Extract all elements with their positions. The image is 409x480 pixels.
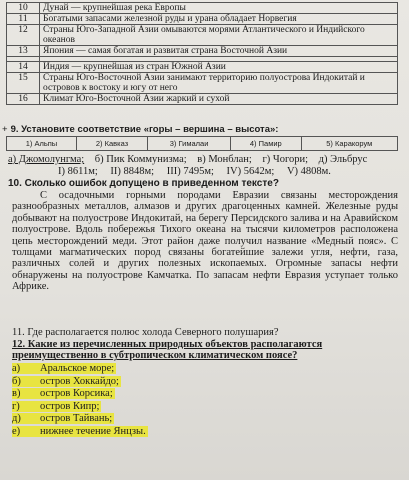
fact-number: 15	[7, 73, 40, 94]
question-11-title: 11. Где располагается полюс холода Северного полушария?	[12, 327, 279, 338]
table-row	[7, 14, 398, 25]
height-option: I) 8611м;	[58, 166, 98, 177]
fact-number: 16	[7, 94, 40, 105]
mountains-table	[6, 136, 398, 151]
option-text: остров Корсика;	[40, 388, 113, 400]
mountain-cell: 2) Кавказ	[76, 137, 147, 151]
option-label: д)	[12, 413, 21, 425]
table-row	[7, 94, 398, 105]
option-text: нижнее течение Янцзы.	[40, 425, 146, 437]
table-row	[7, 73, 398, 94]
peak-option: в) Монблан;	[197, 154, 252, 165]
table-row	[7, 25, 398, 46]
peak-option: а) Джомолунгма;	[8, 154, 85, 165]
table-row	[7, 62, 398, 73]
fact-number: 10	[7, 3, 40, 14]
fact-text: Япония — самая богатая и развитая страна Восточной Азии	[40, 46, 398, 57]
peak-option: б) Пик Коммунизма;	[94, 154, 187, 165]
mountain-cell: 5) Каракорум	[301, 137, 397, 151]
fact-number: 13	[7, 46, 40, 57]
question-9-text: 9. Установите соответствие «горы – вершина – высота»:	[10, 124, 279, 135]
height-option: II) 8848м;	[110, 166, 155, 177]
fact-text: Индия — крупнейшая из стран Южной Азии	[40, 62, 398, 73]
list-item	[12, 426, 148, 439]
fact-number: 11	[7, 14, 40, 25]
mountain-cell: 4) Памир	[231, 137, 302, 151]
question-10-title: 10. Сколько ошибок допущено в приведенном тексте?	[8, 178, 279, 189]
table-row	[7, 137, 398, 151]
list-item	[12, 388, 148, 401]
fact-number: 12	[7, 25, 40, 46]
list-item	[12, 401, 148, 414]
question-12-title: 12. Какие из перечисленных природных объектов располагаются преимущественно в субтропическом климатическом поясе?	[12, 339, 323, 362]
peak-option: д) Эльбрус	[318, 154, 368, 165]
fact-text: Дунай — крупнейшая река Европы	[40, 3, 398, 14]
question-12-options	[12, 363, 148, 439]
option-text: остров Хоккайдо;	[40, 375, 119, 387]
option-label: в)	[12, 388, 21, 400]
list-item	[12, 376, 148, 389]
peaks-list	[8, 154, 375, 165]
list-item	[12, 413, 148, 426]
fact-text: Страны Юго-Восточной Азии занимают территорию полуострова Индокитай и островов к востоку и югу от него	[40, 73, 398, 94]
plus-icon: +	[2, 124, 8, 135]
option-label: г)	[12, 400, 20, 412]
option-label: б)	[12, 375, 21, 387]
height-option: IV) 5642м;	[226, 166, 275, 177]
table-row	[7, 3, 398, 14]
table-row	[7, 46, 398, 57]
option-text: Аральское море;	[40, 363, 115, 374]
fact-text: Климат Юго-Восточной Азии жаркий и сухой	[40, 94, 398, 105]
fact-number: 14	[7, 62, 40, 73]
mountain-cell: 1) Альпы	[7, 137, 77, 151]
question-9-title	[2, 124, 278, 135]
fact-text: Страны Юго-Западной Азии омываются морями Атлантического и Индийского океанов	[40, 25, 398, 46]
fact-text: Богатыми запасами железной руды и урана обладает Норвегия	[40, 14, 398, 25]
option-label: е)	[12, 425, 21, 437]
question-10-text: С осадочными горными породами Евразии связаны месторождения разнообразных металлов, алмазов и других драгоценных камней. Железные руды добывают на полуострове Индокитай, на берегу Персидского залива и на Аравийском полуострове. Вдоль побережья Тихого океана на тысячи километров расположена цепь месторождений меди. Этот район даже получил название «Медный пояс». С толщами магматических пород связаны богатейшие залежи угля, нефти, газа, различных солей и других полезных ископаемых. Огромные запасы нефти обнаружены на полуострове Камчатка. По запасам нефти Евразия уступает только Африке.	[12, 190, 398, 293]
option-text: остров Тайвань;	[40, 413, 113, 425]
height-option: V) 4808м.	[286, 166, 331, 177]
option-label: а)	[12, 363, 21, 374]
facts-table	[6, 2, 398, 105]
list-item	[12, 363, 148, 376]
peak-option: г) Чогори;	[262, 154, 309, 165]
heights-list	[58, 166, 341, 177]
height-option: III) 7495м;	[166, 166, 214, 177]
option-text: остров Кипр;	[40, 400, 100, 412]
mountain-cell: 3) Гималаи	[148, 137, 231, 151]
